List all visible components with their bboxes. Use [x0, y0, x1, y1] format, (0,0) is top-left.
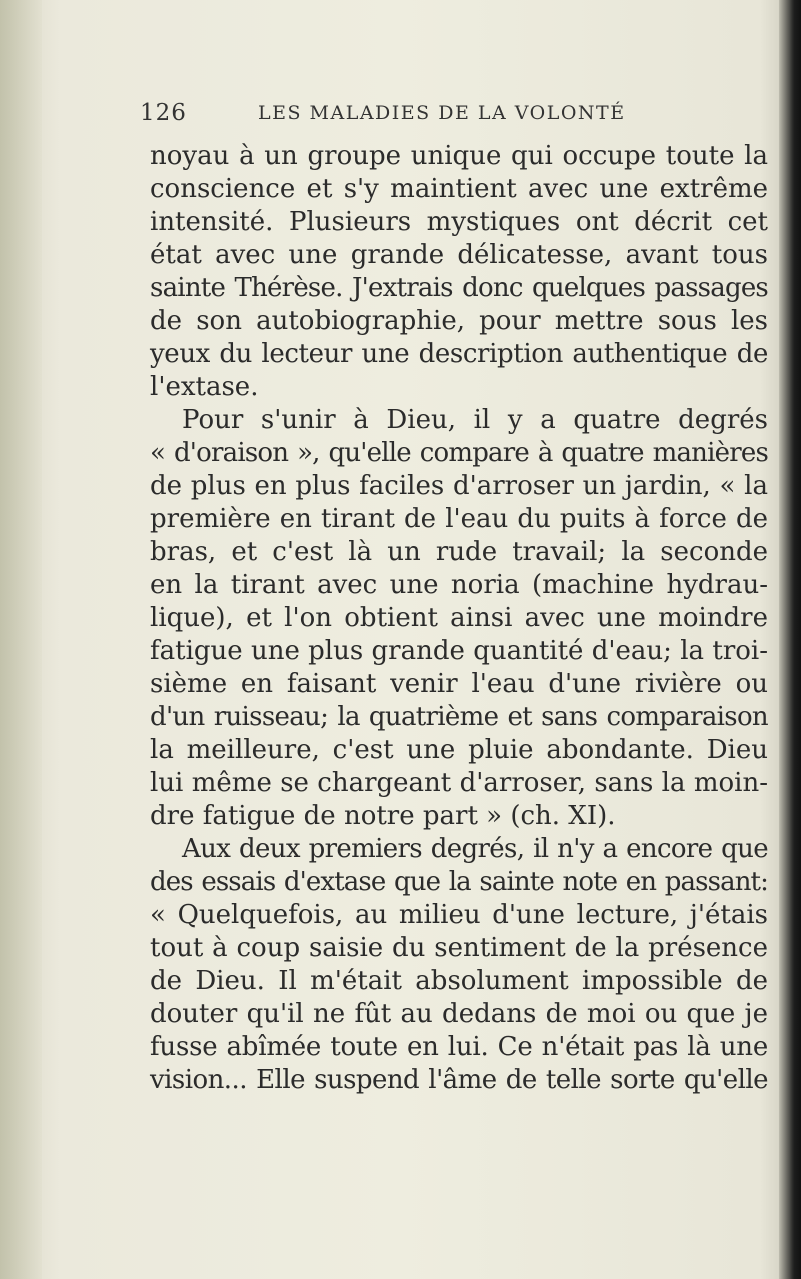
- text-line: état avec une grande délicatesse, avant tous: [150, 240, 768, 270]
- text-line: lique), et l'on obtient ainsi avec une moindre: [150, 603, 768, 633]
- page-edge-shadow: [779, 0, 801, 1279]
- text-line: dre fatigue de notre part » (ch. XI).: [150, 801, 616, 831]
- text-line: Pour s'unir à Dieu, il y a quatre degrés: [182, 405, 768, 435]
- text-line: Aux deux premiers degrés, il n'y a encore que: [182, 834, 768, 864]
- text-line: d'un ruisseau; la quatrième et sans comparaison: [150, 702, 768, 732]
- text-line: intensité. Plusieurs mystiques ont décrit cet: [150, 207, 768, 237]
- text-line: de son autobiographie, pour mettre sous les: [150, 306, 768, 336]
- text-line: fusse abîmée toute en lui. Ce n'était pas là une: [150, 1032, 768, 1062]
- text-line: première en tirant de l'eau du puits à force de: [150, 504, 768, 534]
- text-line: « d'oraison », qu'elle compare à quatre manières: [150, 438, 768, 468]
- text-line: tout à coup saisie du sentiment de la présence: [150, 933, 768, 963]
- text-line: l'extase.: [150, 372, 259, 402]
- page-header: [0, 100, 801, 140]
- text-line: en la tirant avec une noria (machine hydrau-: [150, 570, 768, 600]
- text-line: fatigue une plus grande quantité d'eau; la troi-: [150, 636, 768, 666]
- text-line: conscience et s'y maintient avec une extrême: [150, 174, 768, 204]
- text-line: lui même se chargeant d'arroser, sans la moin-: [150, 768, 768, 798]
- text-line: bras, et c'est là un rude travail; la seconde: [150, 537, 768, 567]
- text-line: « Quelquefois, au milieu d'une lecture, j'étais: [150, 900, 768, 930]
- text-line: noyau à un groupe unique qui occupe toute la: [150, 141, 768, 171]
- text-line: de Dieu. Il m'était absolument impossible de: [150, 966, 768, 996]
- running-title: LES MALADIES DE LA VOLONTÉ: [258, 102, 626, 124]
- text-line: vision... Elle suspend l'âme de telle sorte qu'elle: [150, 1065, 768, 1095]
- text-line: de plus en plus faciles d'arroser un jardin, « la: [150, 471, 768, 501]
- text-line: sainte Thérèse. J'extrais donc quelques passages: [150, 273, 768, 303]
- page-gutter-shadow: [0, 0, 42, 1279]
- text-line: yeux du lecteur une description authentique de: [150, 339, 768, 369]
- text-line: des essais d'extase que la sainte note en passant:: [150, 867, 768, 897]
- text-line: sième en faisant venir l'eau d'une rivière ou: [150, 669, 768, 699]
- body-text: [150, 140, 768, 1097]
- text-line: douter qu'il ne fût au dedans de moi ou que je: [150, 999, 768, 1029]
- page-number: 126: [140, 100, 187, 126]
- text-line: la meilleure, c'est une pluie abondante. Dieu: [150, 735, 768, 765]
